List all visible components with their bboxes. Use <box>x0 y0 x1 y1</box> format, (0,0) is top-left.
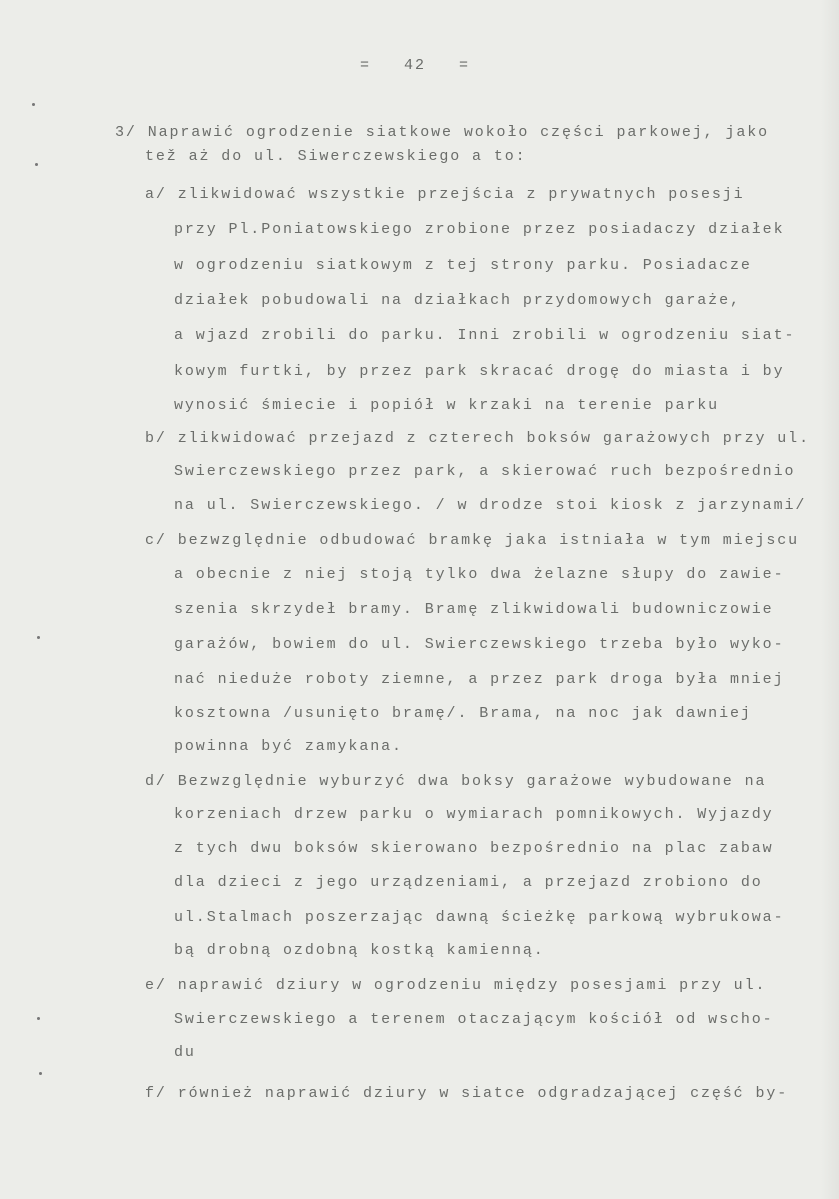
text-line: Swierczewskiego przez park, a skierować ruch bezpośrednio <box>174 463 796 480</box>
text-line: garażów, bowiem do ul. Swierczewskiego trzeba było wyko- <box>174 636 785 653</box>
text-line: przy Pl.Poniatowskiego zrobione przez posiadaczy działek <box>174 221 785 238</box>
text-line: bą drobną ozdobną kostką kamienną. <box>174 942 545 959</box>
margin-mark <box>37 636 40 639</box>
text-line: w ogrodzeniu siatkowym z tej strony parku. Posiadacze <box>174 257 752 274</box>
text-line: kosztowna /usunięto bramę/. Brama, na noc jak dawniej <box>174 705 752 722</box>
text-line: nać nieduże roboty ziemne, a przez park droga była mniej <box>174 671 785 688</box>
text-line: dla dzieci z jego urządzeniami, a przejazd zrobiono do <box>174 874 763 891</box>
text-line: c/ bezwzględnie odbudować bramkę jaka istniała w tym miejscu <box>145 532 800 549</box>
text-line: e/ naprawić dziury w ogrodzeniu między posesjami przy ul. <box>145 977 767 994</box>
text-line: a wjazd zrobili do parku. Inni zrobili w ogrodzeniu siat- <box>174 327 796 344</box>
text-line: f/ również naprawić dziury w siatce odgradzającej część by- <box>145 1085 789 1102</box>
text-line: a/ zlikwidować wszystkie przejścia z prywatnych posesji <box>145 186 745 203</box>
text-line: ul.Stalmach poszerzając dawną ścieżkę parkową wybrukowa- <box>174 909 785 926</box>
text-line: na ul. Swierczewskiego. / w drodze stoi kiosk z jarzynami/ <box>174 497 807 514</box>
margin-mark <box>37 1017 40 1020</box>
margin-mark <box>32 103 35 106</box>
text-line: b/ zlikwidować przejazd z czterech boksów garażowych przy ul. <box>145 430 810 447</box>
text-line: kowym furtki, by przez park skracać drogę do miasta i by <box>174 363 785 380</box>
text-line: d/ Bezwzględnie wyburzyć dwa boksy garażowe wybudowane na <box>145 773 767 790</box>
page-edge-shadow <box>821 0 839 1199</box>
text-line: korzeniach drzew parku o wymiarach pomnikowych. Wyjazdy <box>174 806 774 823</box>
text-line: działek pobudowali na działkach przydomowych garaże, <box>174 292 741 309</box>
text-line: a obecnie z niej stoją tylko dwa żelazne słupy do zawie- <box>174 566 785 583</box>
text-line: 3/ Naprawić ogrodzenie siatkowe wokoło części parkowej, jako <box>115 124 770 141</box>
text-line: powinna być zamykana. <box>174 738 403 755</box>
text-line: szenia skrzydeł bramy. Bramę zlikwidowali budowniczowie <box>174 601 774 618</box>
text-line: wynosić śmiecie i popiół w krzaki na terenie parku <box>174 397 720 414</box>
margin-mark <box>35 163 38 166</box>
text-line: Swierczewskiego a terenem otaczającym kościół od wschо- <box>174 1011 774 1028</box>
text-line: z tych dwu boksów skierowano bezpośrednio na plac zabaw <box>174 840 774 857</box>
margin-mark <box>39 1072 42 1075</box>
page-number: = 42 = <box>360 57 471 74</box>
text-line: du <box>174 1044 196 1061</box>
text-line: tež aż do ul. Siwerczewskiego a to: <box>145 148 527 165</box>
